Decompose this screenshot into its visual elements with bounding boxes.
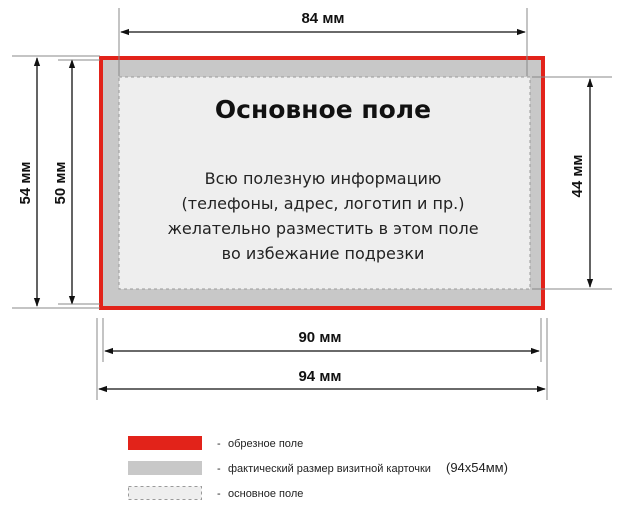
dim-left-50-label: 50 мм [52,161,69,205]
dim-left-54-label: 54 мм [17,161,34,205]
main-field-title: Основное поле [214,95,432,124]
legend-text-card-size: фактический размер визитной карточки [228,463,431,475]
legend [128,436,508,500]
dim-bottom-90-label: 90 мм [298,329,342,346]
legend-swatch-main-field [129,487,202,500]
dim-right-44-label: 44 мм [569,154,586,198]
legend-text-main-field: основное поле [228,488,304,500]
main-field-line-1: Всю полезную информацию [204,169,442,188]
legend-text-trim: обрезное поле [228,438,304,450]
main-field-line-3: желательно разместить в этом поле [167,219,479,238]
main-field-line-2: (телефоны, адрес, логотип и пр.) [181,194,465,213]
dim-top-label: 84 мм [301,10,345,27]
legend-dash-1: - [217,438,221,450]
main-field-line-4: во избежание подрезки [221,244,425,263]
legend-text-card-size-extra: (94х54мм) [446,460,508,475]
dim-bottom-94-label: 94 мм [298,368,342,385]
legend-swatch-card-size [128,461,202,475]
legend-dash-3: - [217,488,221,500]
dim-bottom-90 [103,318,541,362]
dim-left-50 [52,60,100,304]
legend-dash-2: - [217,463,221,475]
legend-swatch-trim [128,436,202,450]
